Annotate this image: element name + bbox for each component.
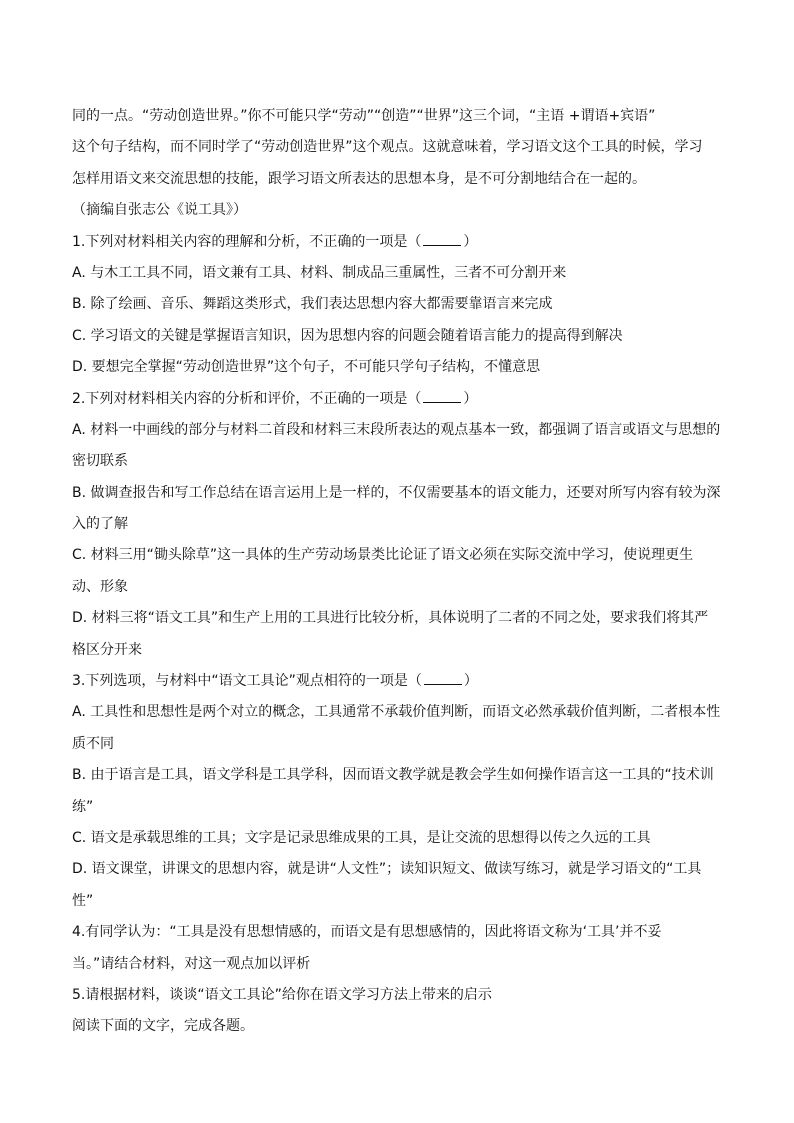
question-3-option-b: B. 由于语言是工具，语文学科是工具学科，因而语文教学就是教会学生如何操作语言这一工具的“技术训 [72,767,714,784]
question-2-option-a-cont: 密切联系 [72,453,128,470]
question-stem-close: ） [463,673,478,690]
reading-instruction: 阅读下面的文字，完成各题。 [72,1018,254,1035]
answer-blank[interactable] [423,231,461,246]
question-3-option-d: D. 语文课堂，讲课文的思想内容，就是讲“人文性”；读知识短文、做读写练习，就是学习语文的“工具 [72,861,702,878]
question-5: 5.请根据材料，谈谈“语文工具论”给你在语文学习方法上带来的启示 [72,986,492,1003]
passage-source: （摘编自张志公《说工具》） [72,202,247,219]
question-stem-text: 1.下列对材料相关内容的理解和分析，不正确的一项是（ [72,233,422,250]
question-2-option-d-cont: 格区分开来 [72,641,142,658]
question-stem-close: ） [463,233,478,250]
passage-line: 怎样用语文来交流思想的技能，跟学习语文所表达的思想本身，是不可分割地结合在一起的。 [72,170,646,187]
question-3-option-b-cont: 练” [72,798,94,815]
question-2-option-b-cont: 入的了解 [72,516,128,533]
question-3-stem [72,666,722,697]
question-stem-text: 2.下列对材料相关内容的分析和评价，不正确的一项是（ [72,390,422,407]
question-1-option-b: B. 除了绘画、音乐、舞蹈这类形式，我们表达思想内容大都需要靠语言来完成 [72,296,553,313]
answer-blank[interactable] [423,388,461,403]
question-stem-text: 3.下列选项，与材料中“语文工具论”观点相符的一项是（ [72,673,422,690]
passage-line: 这个句子结构，而不同时学了“劳动创造世界”这个观点。这就意味着，学习语文这个工具的时候，学习 [72,139,703,156]
question-3-option-d-cont: 性” [72,892,94,909]
question-2-option-c-cont: 动、形象 [72,578,128,595]
passage-line: 同的一点。“劳动创造世界。”你不可能只学“劳动”“创造”“世界”这三个词，“主语 +谓语+宾语” [72,108,656,124]
question-2-option-c: C. 材料三用“锄头除草”这一具体的生产劳动场景类比论证了语文必须在实际交流中学习，使说理更生 [72,547,694,564]
question-3-option-a: A. 工具性和思想性是两个对立的概念，工具通常不承载价值判断，而语文必然承载价值判断，二者根本性 [72,704,721,721]
question-4-line: 4.有同学认为：“工具是没有思想情感的，而语文是有思想感情的，因此将语文称为‘工具’并不妥 [72,924,662,941]
answer-blank[interactable] [424,670,462,685]
question-2-option-b: B. 做调查报告和写工作总结在语言运用上是一样的，不仅需要基本的语文能力，还要对所写内容有较为深 [72,484,721,501]
question-2-option-d: D. 材料三将“语文工具”和生产上用的工具进行比较分析，具体说明了二者的不同之处，要求我们将其严 [72,610,709,627]
question-4-line: 当。”请结合材料，对这一观点加以评析 [72,955,311,972]
question-1-option-c: C. 学习语文的关键是掌握语言知识，因为思想内容的问题会随着语言能力的提高得到解决 [72,327,623,344]
question-1-option-a: A. 与木工工具不同，语文兼有工具、材料、制成品三重属性，三者不可分割开来 [72,264,567,281]
question-2-stem [72,384,722,415]
question-3-option-c: C. 语文是承载思维的工具；文字是记录思维成果的工具，是让交流的思想得以传之久远的工具 [72,829,651,846]
question-3-option-a-cont: 质不同 [72,735,114,752]
document-body [72,101,722,1043]
question-1-stem [72,227,722,258]
question-1-option-d: D. 要想完全掌握“劳动创造世界”这个句子，不可能只学句子结构，不懂意思 [72,359,541,376]
question-stem-close: ） [463,390,478,407]
question-2-option-a: A. 材料一中画线的部分与材料二首段和材料三末段所表达的观点基本一致，都强调了语言或语文与思想的 [72,421,721,438]
